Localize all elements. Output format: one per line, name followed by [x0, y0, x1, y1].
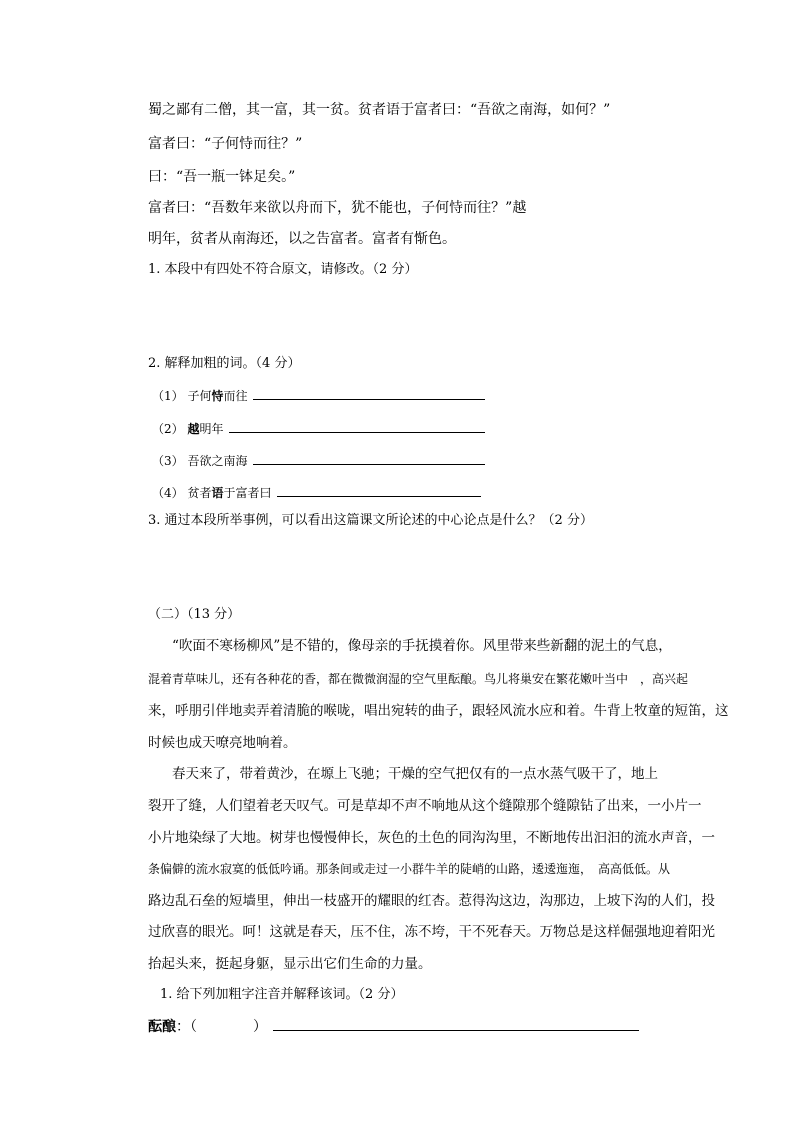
answer-blank[interactable]	[273, 1016, 639, 1031]
vocab-item-pre: 子何	[187, 389, 212, 403]
section2-line-8: 条偏僻的流水寂寞的低低吟诵。那条间或走过一小群牛羊的陡峭的山路，逶逶迤迤， 高高低低。从	[148, 862, 671, 876]
vocab-item-4	[152, 482, 481, 503]
vocab-item-number: （1）	[152, 389, 184, 403]
section2-line-9: 路边乱石垒的短墙里，伸出一枝盛开的耀眼的红杏。惹得沟这边，沟那边，上坡下沟的人们，投	[148, 893, 715, 909]
vocab-item-number: （2）	[152, 422, 184, 436]
vocab-item-bold: 恃	[211, 389, 224, 403]
section2-line-10: 过欣喜的眼光。呵！这就是春天，压不住，冻不垮，干不死春天。万物总是这样倔强地迎着阳光	[148, 924, 715, 940]
vocab-item-2	[152, 418, 485, 439]
answer-blank[interactable]	[277, 482, 481, 497]
section2-line-5: 春天来了，带着黄沙，在塬上飞驰；干燥的空气把仅有的一点水蒸气吸干了，地上	[172, 766, 658, 782]
section2-heading: （二）（13 分）	[148, 607, 241, 622]
vocab-item-pre: 吾欲	[187, 454, 212, 468]
vocab-item-number: （3）	[152, 454, 184, 468]
section2-line-11: 抬起头来，挺起身躯，显示出它们生命的力量。	[148, 956, 432, 972]
question-3: 3. 通过本段所举事例，可以看出这篇课文所论述的中心论点是什么？（2 分）	[148, 513, 593, 528]
vocab-item-post: 之南海	[211, 454, 248, 468]
term-colon: ：	[176, 1019, 190, 1035]
pinyin-paren[interactable]: （ ）	[190, 1019, 267, 1035]
section2-line-7: 小片地染绿了大地。树芽也慢慢伸长，灰色的土色的同沟沟里，不断地传出汩汩的流水声音，一	[148, 830, 715, 846]
answer-blank[interactable]	[229, 418, 485, 433]
vocab-item-pre: 贫者	[187, 486, 212, 500]
vocab-item-bold: 语	[211, 486, 224, 500]
vocab-item-1	[152, 385, 485, 406]
vocab-item-post: 明年	[199, 422, 224, 436]
passage1-line-3: 曰：“吾一瓶一钵足矣。”	[148, 169, 296, 185]
passage1-line-2: 富者曰：“子何恃而往？”	[148, 136, 303, 152]
section2-question-1: 1. 给下列加粗字注音并解释该词。（2 分）	[160, 987, 404, 1002]
passage1-line-1: 蜀之鄙有二僧，其一富，其一贫。贫者语于富者曰：“吾欲之南海，如何？”	[148, 102, 611, 118]
question-2: 2. 解释加粗的词。（4 分）	[148, 356, 301, 371]
section2-line-3: 来，呼朋引伴地卖弄着清脆的喉咙，唱出宛转的曲子，跟轻风流水应和着。牛背上牧童的短笛，这	[148, 703, 729, 719]
vocab-item-3	[152, 450, 485, 471]
answer-blank[interactable]	[253, 385, 485, 400]
passage1-line-4: 富者曰：“吾数年来欲以舟而下，犹不能也，子何恃而往？”越	[148, 200, 527, 216]
vocab-item-number: （4）	[152, 486, 184, 500]
section2-line-4: 时候也成天嘹亮地响着。	[148, 735, 297, 751]
question-1: 1. 本段中有四处不符合原文，请修改。（2 分）	[148, 262, 418, 277]
term-label: 酝酿	[148, 1019, 176, 1035]
section2-line-1: “吹面不寒杨柳风”是不错的，像母亲的手抚摸着你。风里带来些新翻的泥土的气息，	[172, 638, 672, 654]
term-answer-row	[148, 1016, 639, 1037]
section2-line-2: 混着青草味儿，还有各种花的香，都在微微润湿的空气里酝酿。鸟儿将巢安在繁花嫩叶当中 ，高兴起	[148, 672, 689, 686]
vocab-item-post: 于富者曰	[223, 486, 272, 500]
vocab-item-bold: 越	[187, 422, 200, 436]
vocab-item-post: 而往	[223, 389, 248, 403]
section2-line-6: 裂开了缝，人们望着老天叹气。可是草却不声不响地从这个缝隙那个缝隙钻了出来，一小片一	[148, 798, 702, 814]
answer-blank[interactable]	[253, 450, 485, 465]
passage1-line-5: 明年，贫者从南海还，以之告富者。富者有惭色。	[148, 231, 456, 247]
